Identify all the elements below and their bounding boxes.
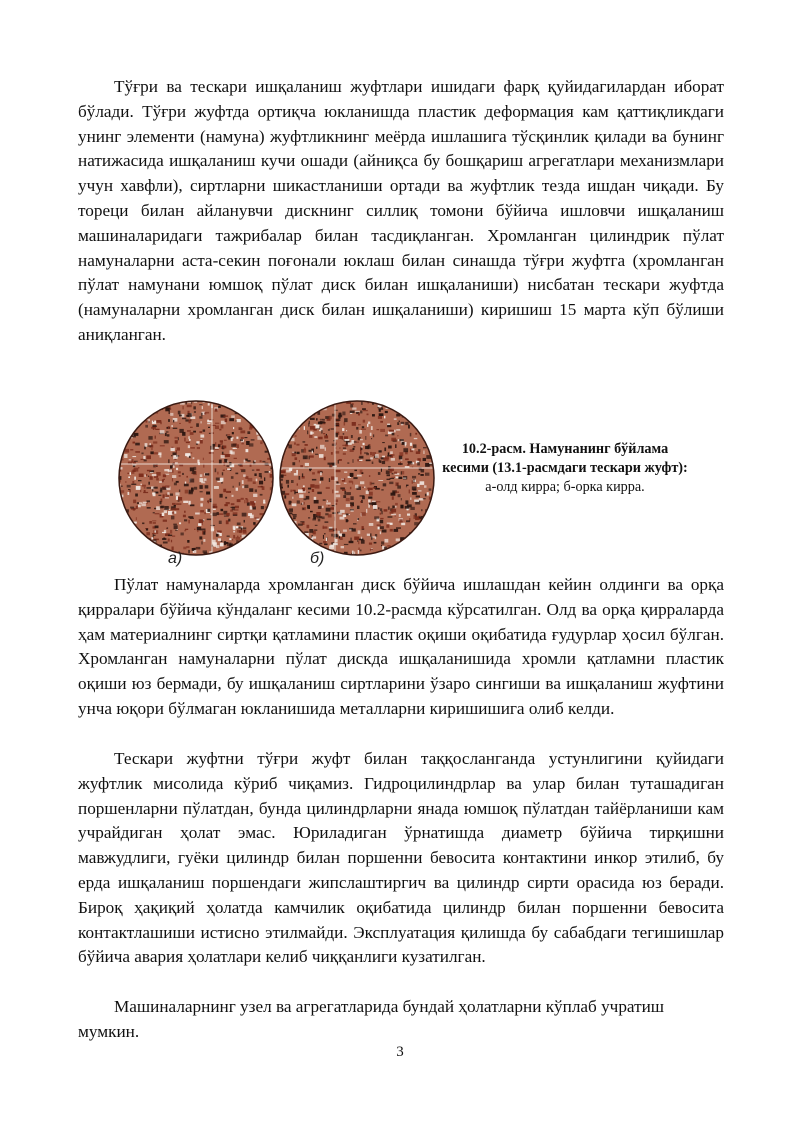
paragraph-2: Пўлат намуналарда хромланган диск бўйича ишлашдан кейин олдинги ва орқа қирралари бўйича кўндаланг кесими 10.2-расмда кўрсатилган. Олд ва орқа қирраларда ҳам материалнинг сиртқи қатламини пластик оқиши оқибатида ғудурлар ҳосил бўлган. Хромланган намуналарни пўлат дискда ишқаланишида хромли қатламни пластик оқиши юз бермади, бу ишқаланиш сиртларини ўзаро сингиши ва ишқаланиш жуфтини унча юқори бўлмаган юкланишида металларни киришишига олиб келди. xyxy=(78,575,724,718)
figure-label-a: а) xyxy=(168,550,183,567)
specimen-b-image xyxy=(277,398,437,558)
paragraph-1: Тўғри ва тескари ишқаланиш жуфтлари ишидаги фарқ қуйидагилардан иборат бўлади. Тўғри жуфтда ортиқча юкланишда пластик деформация кам қаттиқликдаги унинг элементи (намуна) жуфтликнинг меёрда ишлашига тўсқинлик қилади ва бунинг натижасида ишқаланиш кучи ошади (айниқса бу бошқариш агрегатлари механизмлари учун хавфли), сиртларни шикастланиши ортади ва жуфтлик тезда ишдан чиқади. Бу тореци билан айланувчи дискнинг силлиқ томони бўйича ишловчи ишқаланиш машиналаридаги тажрибалар билан тасдиқланган. Хромланган цилиндрик пўлат намуналарни аста-секин поғонали юклаш билан синашда тўғри жуфтга (хромланган пўлат намунани юмшоқ пўлат диск билан ишқаланиши) нисбатан тескари жуфтда (намуналарни хромланган диск билан ишқаланиши) киришиш 15 марта кўп бўлиши аниқланган. xyxy=(78,77,724,344)
figure-caption-title: 10.2-расм. Намунанинг бўйлама кесими (13.1-расмдаги тескари жуфт): xyxy=(442,441,688,476)
figure-label-b: б) xyxy=(310,550,325,567)
figure-caption xyxy=(440,440,690,497)
figure-10-2 xyxy=(110,398,700,573)
figure-caption-subtitle: а-олд кирра; б-орка кирра. xyxy=(485,479,645,495)
page-number: 3 xyxy=(396,1044,404,1060)
paragraph-3: Тескари жуфтни тўғри жуфт билан таққосланганда устунлигини қуйидаги жуфтлик мисолида кўриб чиқамиз. Гидроцилиндрлар ва улар билан туташадиган поршенларни пўлатдан, бунда цилиндрларни янада юмшоқ пўлатдан тайёрланиши кам учрайдиган ҳолат эмас. Юриладиган ўрнатишда диаметр бўйича тирқишни мавжудлиги, гуёки цилиндр билан поршенни бевосита контактини инкор этилиб, бу ерда ишқаланиш поршендаги жипслаштиргич ва цилиндр сирти орасида юз беради. Бироқ ҳақиқий ҳолатда камчилик оқибатида цилиндр билан поршенни бевосита контактлашиши истисно этилмайди. Эксплуатация қилишда бу сабабдаги тегишишлар бўйича авария ҳолатлари келиб чиққанлиги кузатилган. xyxy=(78,749,724,967)
specimen-a-image xyxy=(116,398,276,558)
paragraph-4: Машиналарнинг узел ва агрегатларида бундай ҳолатларни кўплаб учратиш мумкин. xyxy=(78,997,665,1041)
